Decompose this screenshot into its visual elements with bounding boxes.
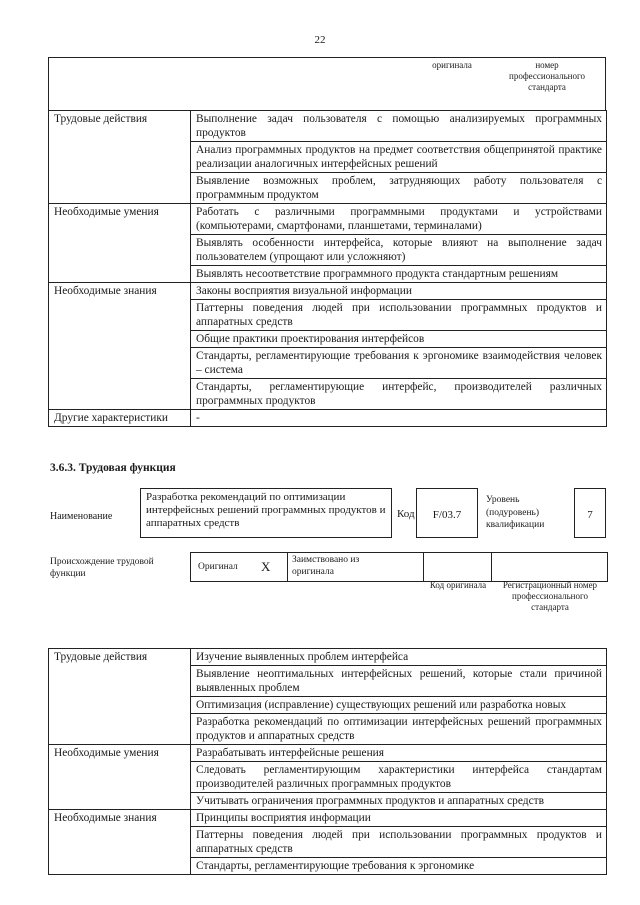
origin-label: Происхождение трудовой функции: [50, 557, 154, 579]
divider-1: [287, 552, 288, 582]
original-label: Оригинал: [198, 562, 238, 572]
divider-3: [491, 552, 492, 582]
top-table-group-label: Необходимые умения: [49, 204, 191, 283]
top-table-item: Выявлять особенности интерфейса, которые влияют на выполнение задач пользователем (упрощают или усложняют): [191, 235, 607, 266]
code-of-original-label: оригинала: [432, 60, 472, 70]
bottom-table-item: Разработка рекомендаций по оптимизации интерфейсных решений программных продуктов и аппаратных средств: [191, 714, 607, 745]
code-value: F/03.7: [432, 509, 462, 521]
top-competency-table: [48, 110, 607, 427]
bottom-table-row: [49, 810, 607, 827]
bottom-table-group-label: Трудовые действия: [49, 649, 191, 745]
bottom-table-group-label: Необходимые умения: [49, 745, 191, 810]
top-table-row: [49, 204, 607, 235]
top-table-item: Стандарты, регламентирующие интерфейс, производителей различных программных продуктов: [191, 379, 607, 410]
code-of-original-caption: Код оригинала: [429, 580, 487, 590]
original-mark: X: [261, 559, 271, 574]
bottom-table-item: Паттерны поведения людей при использовании программных продуктов и аппаратных средств: [191, 827, 607, 858]
bottom-competency-table: [48, 648, 607, 875]
bottom-table-row: [49, 745, 607, 762]
code-label: Код: [397, 508, 415, 520]
bottom-table-item: Выявление неоптимальных интерфейсных решений, которые стали причиной выявленных проблем: [191, 666, 607, 697]
origin-row: [190, 552, 608, 582]
top-table-item: Стандарты, регламентирующие требования к эргономике взаимодействия человек – система: [191, 348, 607, 379]
bottom-table-item: Изучение выявленных проблем интерфейса: [191, 649, 607, 666]
top-table-group-label: Другие характеристики: [49, 410, 191, 427]
top-table-group-label: Необходимые знания: [49, 283, 191, 410]
bottom-table-item: Следовать регламентирующим характеристики интерфейса стандартам производителей различных программных продуктов: [191, 762, 607, 793]
code-value-box: [416, 488, 478, 538]
bottom-table-item: Стандарты, регламентирующие требования к эргономике: [191, 858, 607, 875]
bottom-table-item: Учитывать ограничения программных продуктов и аппаратных средств: [191, 793, 607, 810]
name-label: Наименование: [50, 511, 113, 522]
level-value-box: [574, 488, 606, 538]
top-table-item: Законы восприятия визуальной информации: [191, 283, 607, 300]
top-table-row: [49, 283, 607, 300]
reg-number-label: номер профессионального стандарта: [509, 60, 585, 92]
borrowed-label: Заимствовано из оригинала: [292, 555, 360, 577]
bottom-table-item: Принципы восприятия информации: [191, 810, 607, 827]
level-label: Уровень (подуровень) квалификации: [486, 495, 545, 530]
top-table-item: -: [191, 410, 607, 427]
bottom-table-group-label: Необходимые знания: [49, 810, 191, 875]
top-table-item: Паттерны поведения людей при использовании программных продуктов и аппаратных средств: [191, 300, 607, 331]
bottom-table-item: Оптимизация (исправление) существующих решений или разработка новых: [191, 697, 607, 714]
reg-number-caption: Регистрационный номер профессионального стандарта: [502, 580, 598, 612]
page-number: 22: [314, 34, 326, 46]
top-table-header: [48, 57, 606, 111]
top-table-item: Работать с различными программными продуктами и устройствами (компьютерами, смартфонами, планшетами, терминалами): [191, 204, 607, 235]
divider-2: [423, 552, 424, 582]
name-value: Разработка рекомендаций по оптимизации интерфейсных решений программных продуктов и аппаратных средств: [146, 491, 386, 529]
level-value: 7: [587, 509, 593, 521]
section-heading: 3.6.3. Трудовая функция: [50, 462, 176, 474]
bottom-table-item: Разрабатывать интерфейсные решения: [191, 745, 607, 762]
name-value-box: [140, 488, 392, 538]
top-table-group-label: Трудовые действия: [49, 111, 191, 204]
top-table-item: Анализ программных продуктов на предмет соответствия общепринятой практике реализации аналогичных интерфейсных решений: [191, 142, 607, 173]
top-table-item: Выявлять несоответствие программного продукта стандартным решениям: [191, 266, 607, 283]
top-table-item: Выявление возможных проблем, затрудняющих работу пользователя с программным продуктом: [191, 173, 607, 204]
top-table-item: Общие практики проектирования интерфейсов: [191, 331, 607, 348]
bottom-table-row: [49, 649, 607, 666]
top-table-row: [49, 410, 607, 427]
top-table-row: [49, 111, 607, 142]
top-table-item: Выполнение задач пользователя с помощью анализируемых программных продуктов: [191, 111, 607, 142]
